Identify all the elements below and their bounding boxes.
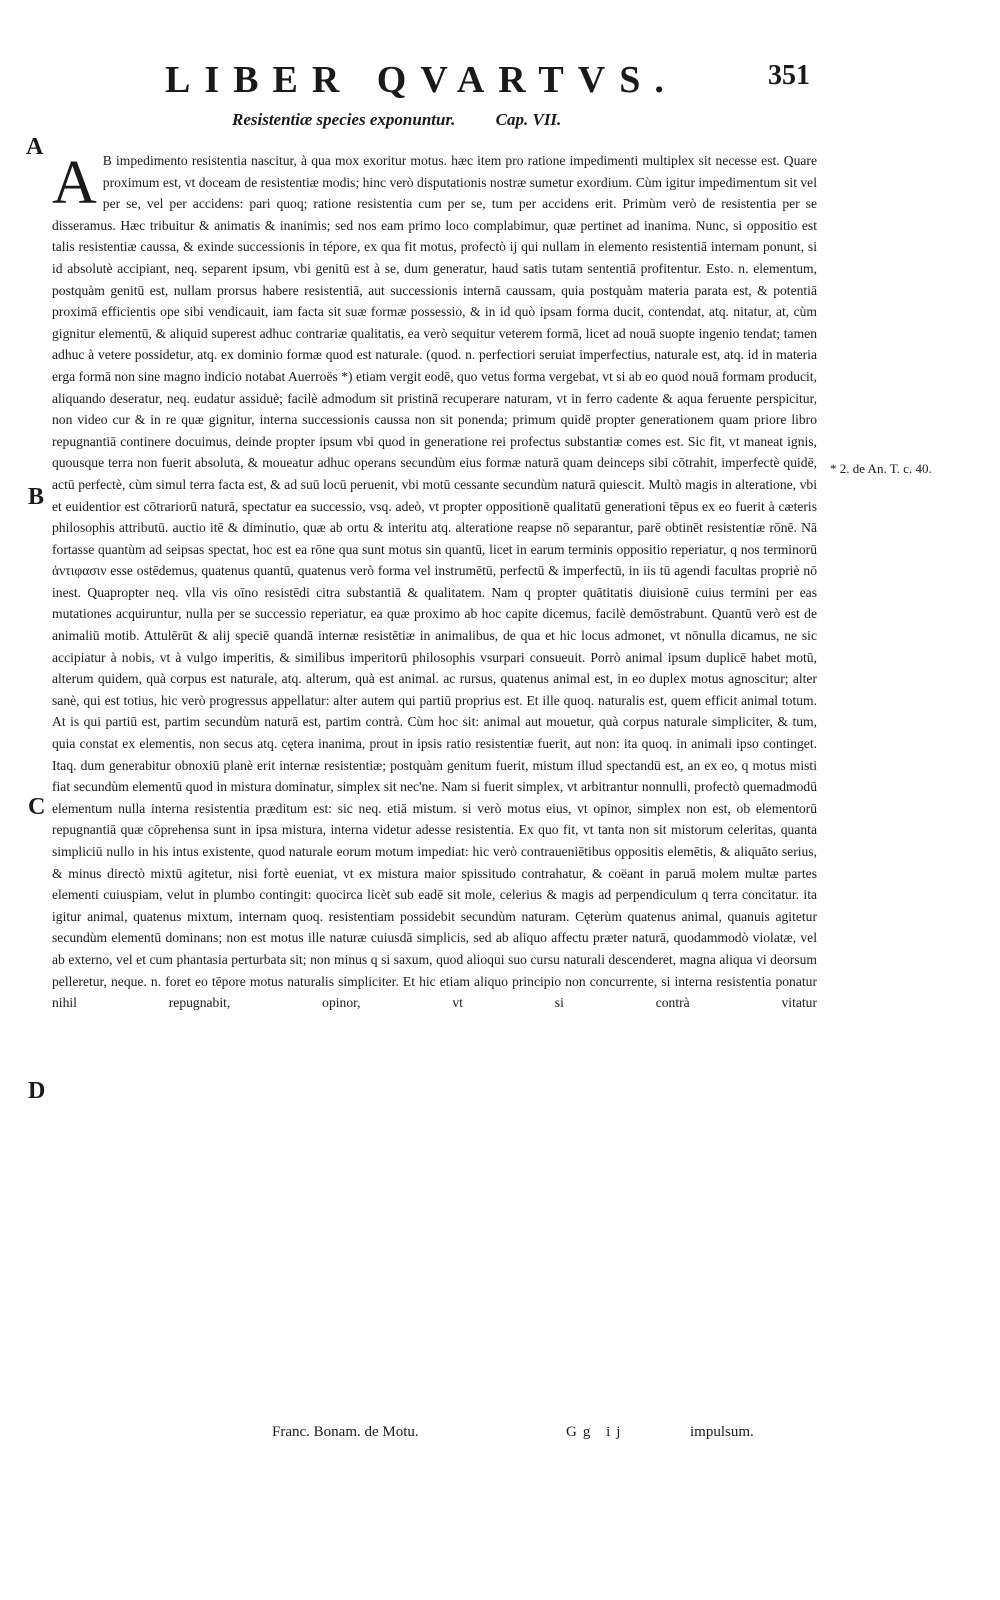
margin-letter-a: A — [26, 134, 44, 160]
page-number: 351 — [768, 60, 810, 91]
margin-letter-d: D — [28, 1078, 46, 1104]
paragraph — [52, 150, 817, 1014]
margin-letter-c: C — [28, 794, 46, 820]
margin-letter-b: B — [28, 484, 45, 510]
chapter-title: Resistentiæ species exponuntur. — [232, 110, 456, 129]
catchword: impulsum. — [690, 1424, 754, 1440]
drop-cap: A — [52, 149, 97, 217]
marginal-citation: * 2. de An. T. c. 40. — [830, 461, 932, 476]
footer-book-title: Franc. Bonam. de Motu. — [272, 1424, 419, 1440]
paragraph-text: B impedimento resistentia nascitur, à qua mox exoritur motus. hæc item pro ratione impedimenti multiplex sit necesse est. Quare proximum est, vt doceam de resistentiæ modis; hinc verò disputationis nostræ sumetur exordium. Cùm igitur impedimentum sit vel per se, vel per accidens: pari quoq; ratione resistentia cum per se, tum per accidens erit. Primùm verò de resistentia per se disseramus. Hæc tribuitur & animatis & inanimis; sed nos eam primo loco complabimur, quæ pertinet ad inanima. Nunc, si oppositio est talis resistentiæ caussa, & exinde successionis in tépore, ex qua fit motus, profectò ij qui nullam in elemento resistentiā internam ponunt, si id absolutè accipiant, neq. separent ipsum, vbi genitū est à se, dum generatur, haud satis tutam sententiā profitentur. Esto. n. elementum, postquàm genitū est, nullam prorsus habere resistentiā, aut successionis internā caussam, quia postquàm materia parata est, & potentiā proximā efficientis ope sibi vendicauit, iam facta sit suæ formæ possessio, & in id quò ipsam forma ducit, contendat, atq. nitatur, at, cùm gignitur elementū, & aliquid superest adhuc contrariæ qualitatis, ea verò sequitur veterem formā, licet ad nouā suopte ingenio tendat; tamen adhuc à vetere possidetur, atq. ex dominio formæ quod est naturale. (quod. n. perfectiori seruiat imperfectius, naturale est, atq. id in materia erga formā non sine magno indicio notabat Auerroës *) etiam vergit eodē, quo vetus forma vergebat, vt si ab eo quod nouā formam producit, aliquando deseratur, neq. eudatur assiduè; facilè admodum sit pristinā recuperare naturam, vt in ferro cadente & aqua feruente perspicitur, non video cur & in re quæ gignitur, interna successionis caussa non sit ponenda; primum quidē propter generationem quam priore libro repugnantiā continere docuimus, deinde propter ipsum vbi quod in generatione rei profectus substantiæ comes est. Sic fit, vt maneat ignis, quousque terra non fuerit absoluta, & moueatur adhuc operans secundùm eius formæ naturā quam deinceps sibi cōtrahit, imperfectè quidē, actū perfectè, cùm simul terra facta est, & ad suū locū peruenit, vbi motū cessante secundùm naturā quiescit. Multò magis in alteratione, vbi et euidentior est cōtrariorū naturā, spectatur ea successio, vsq. adeò, vt propter oppositionē qualitatū generationi tēpus ex eo fuerit à cæteris philosophis attributū. auctio itē & diminutio, quæ ab ortu & interitu atq. alteratione reapse nō separantur, parē obtinēt resistentiæ rōnē. Nā fortasse quantùm ad seipsas spectat, hoc est ea rōne qua sunt motus sin quantū, licet in earum terminis oppositio reperiatur, q nos terminorū ἀντιφασιν esse ostēdemus, quatenus quantū, quatenus verò forma vel instrumētū, perfectū & imperfectū, in iis tū agendi facultas propriè nō inest. Quapropter neq. vlla vis oīno resistēdi citra substantiā & qualitatem. Nam q propter quātitatis diuisionē cuius termini per eas mutationes acquiruntur, nulla per se successio reperiatur, ea quæ proximo ab hoc capite dicemus, facilè demōstrabunt. Quantū verò est de animaliū motib. Attulērūt & alij speciē quandā internæ resistētiæ in animalibus, de qua et hic locus admonet, vt nōnulla dicamus, ne sic accipiatur à nobis, vt à vulgo imperitis, & similibus imperitorū philosophis vsurpari consueuit. Porrò animal ipsum duplicē habet motū, alterum quidem, quà corpus est naturale, atq. alterum, quà est animal. ac rursus, quatenus animal est, in eo duplex motus agnoscitur; alter sanè, qui est totius, hic verò progressus appellatur: alter autem qui partiū proprius est. Et ille quoq. naturalis est, quem efficit animal totum. At is qui partiū est, partim secundùm naturā est, partim contrà. Cùm hoc sit: animal aut mouetur, quà corpus naturale simpliciter, & tum, quia constat ex elementis, non secus atq. cętera inanima, prout in ipsis ratio resistentiæ fuerit, aut non: ita quoq. in animali ipso continget. Itaq. dum generabitur obnoxiū planè erit internæ resistentiæ; postquàm genitum fuerit, mistum illud spectandū est, an ex eo, q motus misti fiat secundùm elementū quod in mistura dominatur, simplex sit nec'ne. Nam si fuerit simplex, vt arbitrantur nonnulli, profectò quemadmodū elementum nulla interna resistentia præditum est: sic neq. etiā mistum. si verò motus eius, vt opinor, simplex non est, ob elementorū repugnantiā quæ cōprehensa sunt in ipsa mistura, interna videtur adesse resistentia. Ex quo fit, vt tanta non sit mistorum celeritas, quanta simpliciū nullo in his intus existente, quod naturale eorum motum impediat: hic verò contraueniētibus oppositis elemētis, & aliquāto serius, & minus directò mixtū agitetur, nisi fortè eueniat, vt ex mistura maior spissitudo contrahatur, & coëant in paruā molem multæ partes elementi cuiuspiam, velut in plumbo contingit: quocirca licèt sub eadē sit mole, celerius & magis ad perpendiculum q terra concitatur. ita igitur animal, quatenus mixtum, internam quoq. resistentiam possidebit secundùm naturam. Cęterùm quatenus animal, quanuis agitetur secundùm elementū dominans; non est motus ille naturæ cuiusdā simplicis, sed ab aliquo affectu præter naturā, quodammodò violatæ, vel ab externo, vel et cum phantasia perturbata sit; non minus q si saxum, quod alioqui suo cursu naturali descenderet, magna aliqua vi deorsum pelleretur, neque. n. foret eo tēpore motus naturalis simpliciter. Et hic etiam aliquo principio non concurrente, si interna resistentia ponatur nihil repugnabit, opinor, vt si contrà vitatur — [52, 153, 817, 1011]
chapter-number: Cap. VII. — [495, 110, 562, 129]
page-footer — [0, 1424, 1000, 1454]
signature-mark: Gg ij — [566, 1424, 627, 1440]
page-header — [0, 58, 1000, 108]
body-text — [52, 150, 817, 1014]
running-title: LIBER QVARTVS. — [165, 59, 678, 101]
chapter-heading — [232, 110, 561, 130]
